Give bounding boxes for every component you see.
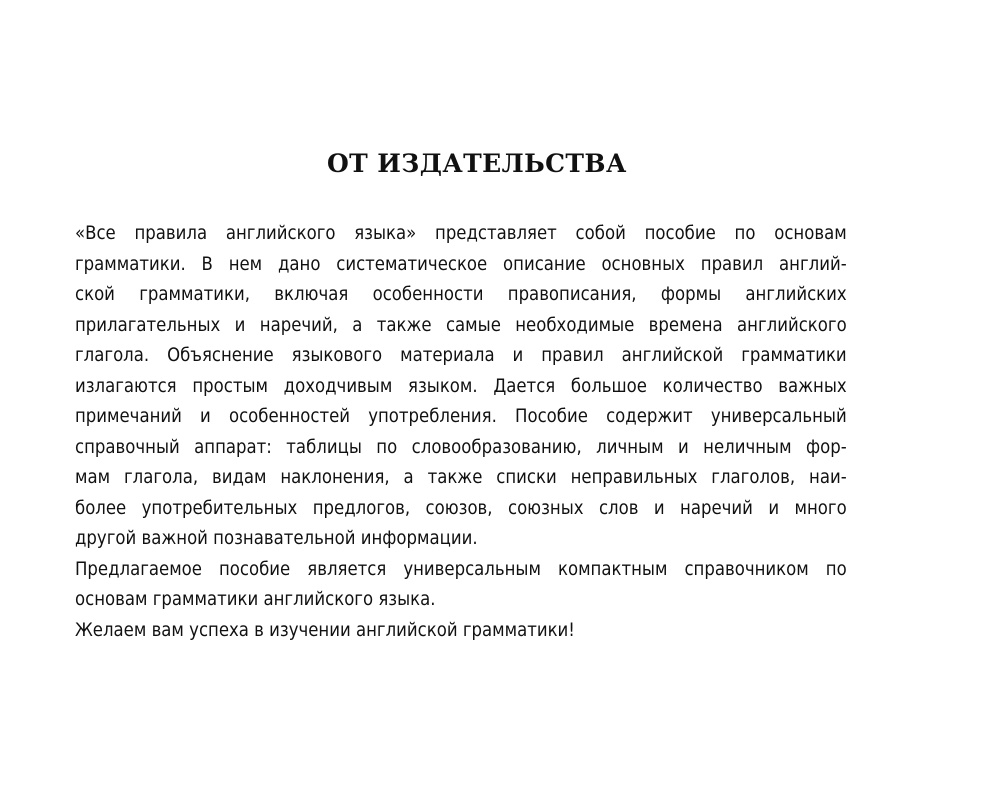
text-line: мам глагола, видам наклонения, а также списки неправильных глаголов, наи- [75, 466, 847, 488]
text-line: справочный аппарат: таблицы по словообразованию, личным и неличным фор- [75, 435, 847, 458]
body-text [75, 218, 847, 645]
text-line: Предлагаемое пособие является универсальным компактным справочником по [75, 557, 847, 580]
text-line: основам грамматики английского языка. [75, 588, 436, 610]
text-line: «Все правила английского языка» представляет собой пособие по основам [75, 222, 847, 244]
text-line: прилагательных и наречий, а также самые необходимые времена английского [75, 313, 847, 336]
text-line: более употребительных предлогов, союзов, союзных слов и наречий и много [75, 496, 847, 519]
text-line: глагола. Объяснение языкового материала и правил английской грамматики [75, 344, 847, 366]
text-line: Желаем вам успеха в изучении английской грамматики! [75, 618, 575, 641]
text-line: излагаются простым доходчивым языком. Дается большое количество важных [75, 374, 847, 397]
page-title: ОТ ИЗДАТЕЛЬСТВА [327, 149, 627, 178]
text-line: другой важной познавательной информации. [75, 527, 478, 549]
text-line: грамматики. В нем дано систематическое описание основных правил англий- [75, 252, 847, 275]
text-line: примечаний и особенностей употребления. Пособие содержит универсальный [75, 405, 847, 427]
text-line: ской грамматики, включая особенности правописания, формы английских [75, 283, 847, 305]
